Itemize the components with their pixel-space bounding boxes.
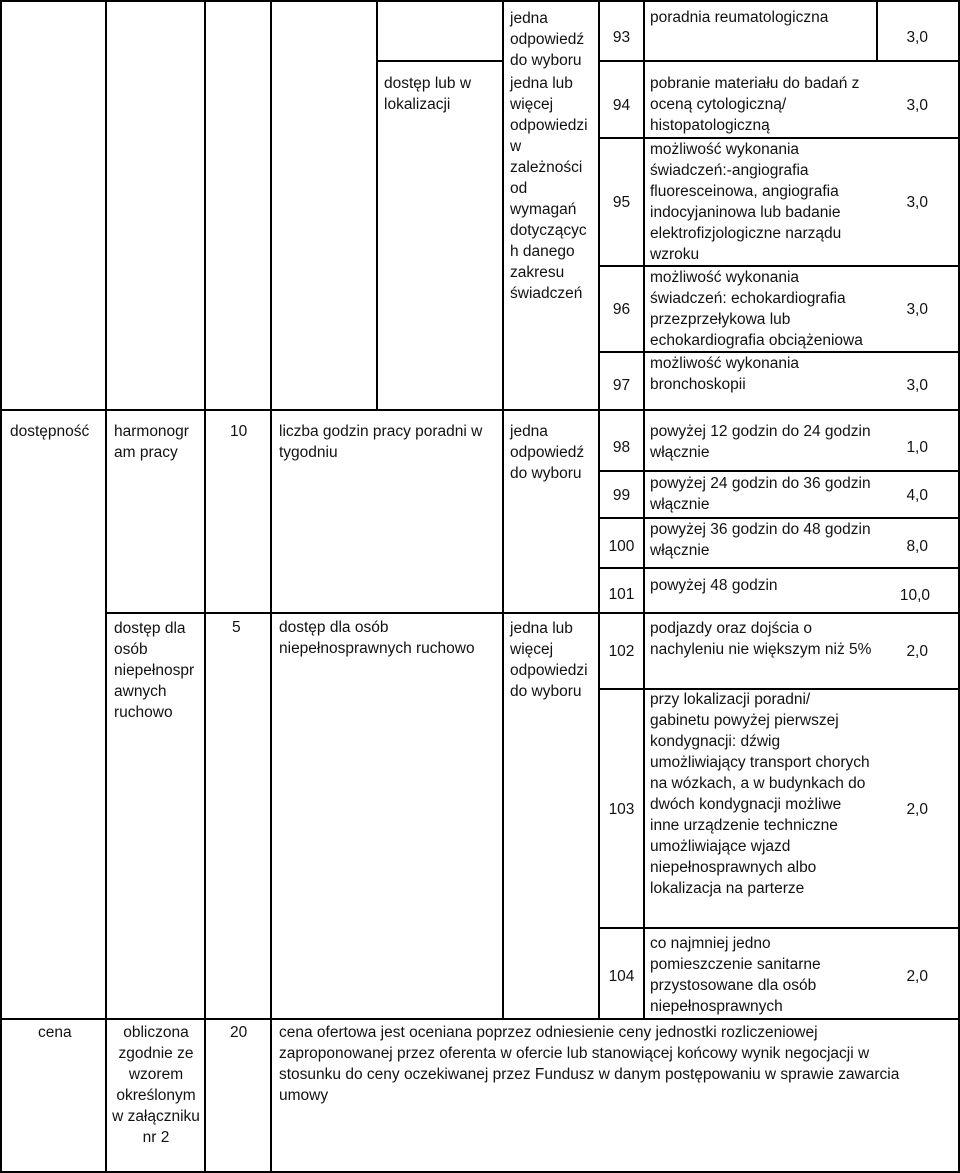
- row-number: 97: [612, 377, 631, 394]
- row-divider: [376, 60, 502, 62]
- choice-multiple: jedna lub więcej odpowiedzi w zależności od wymagań dotyczącyc h danego zakresu świadczeń: [510, 75, 588, 302]
- row-divider: [598, 567, 960, 569]
- subcategory-accessibility: dostęp dla osób niepełnospr awnych ruchowo: [114, 620, 195, 721]
- row-number: 99: [612, 487, 631, 504]
- row-number: 98: [612, 439, 631, 456]
- row-description: co najmniej jedno pomieszczenie sanitarne przystosowane dla osób niepełnosprawnych: [650, 935, 821, 1015]
- row-points: 3,0: [906, 97, 928, 114]
- weight: 20: [230, 1024, 248, 1041]
- row-points: 10,0: [899, 587, 930, 604]
- section-divider: [105, 612, 960, 614]
- section-divider: [0, 409, 960, 411]
- weight: 5: [232, 619, 241, 636]
- row-number: 94: [612, 97, 631, 114]
- category-availability: dostępność: [10, 423, 90, 440]
- criterion-access-location: dostęp lub w lokalizacji: [384, 75, 472, 113]
- row-number: 95: [612, 194, 631, 211]
- column-divider: [204, 0, 206, 1173]
- row-description: podjazdy oraz dojścia o nachyleniu nie większym niż 5%: [650, 620, 872, 658]
- row-description: przy lokalizacji poradni/ gabinetu powyżej pierwszej kondygnacji: dźwig umożliwiający transport chorych na wózkach, a w budynkach do dwóch kondygnacji możliwe inne urządzenie techniczne umożliwiające wjazd niepełnosprawnych albo lokalizacja na parterze: [650, 691, 870, 897]
- criterion-hours: liczba godzin pracy poradni w tygodniu: [279, 423, 483, 461]
- row-description: pobranie materiału do badań z oceną cytologiczną/ histopatologiczną: [650, 75, 860, 134]
- row-description: możliwość wykonania świadczeń:-angiografia fluoresceinowa, angiografia indocyjaninowa lub badanie elektrofizjologiczne narządu wzroku: [650, 141, 842, 263]
- column-divider: [270, 0, 272, 1173]
- row-number: 104: [608, 968, 635, 985]
- row-number: 102: [608, 643, 635, 660]
- row-divider: [598, 470, 960, 472]
- column-divider: [643, 0, 645, 1020]
- row-description: możliwość wykonania bronchoskopii: [650, 355, 800, 393]
- choice-single: jedna odpowiedź do wyboru: [510, 423, 585, 482]
- row-points: 4,0: [906, 487, 928, 504]
- row-points: 2,0: [906, 643, 928, 660]
- row-points: 2,0: [906, 968, 928, 985]
- column-divider: [105, 0, 107, 1173]
- row-number: 101: [608, 586, 635, 603]
- choice-multiple: jedna lub więcej odpowiedzi do wyboru: [510, 620, 588, 700]
- row-points: 3,0: [906, 301, 928, 318]
- row-divider: [598, 927, 960, 929]
- row-number: 93: [612, 29, 631, 46]
- row-description: powyżej 48 godzin: [650, 577, 778, 594]
- price-description: cena ofertowa jest oceniana poprzez odniesienie ceny jednostki rozliczeniowej zaproponowanej przez oferenta w ofercie lub stanowiącej końcowy wynik negocjacji w stosunku do ceny oczekiwanej przez Fundusz w danym postępowaniu w sprawie zawarcia umowy: [279, 1024, 900, 1104]
- subcategory-schedule: harmonogr am pracy: [114, 423, 189, 461]
- row-number: 103: [608, 801, 635, 818]
- row-points: 3,0: [906, 194, 928, 211]
- row-description: możliwość wykonania świadczeń: echokardiografia przezprzełykowa lub echokardiografia obciążeniowa: [650, 269, 863, 349]
- row-number: 96: [612, 301, 631, 318]
- row-divider: [598, 60, 960, 62]
- column-divider: [502, 0, 504, 1020]
- weight: 10: [230, 423, 248, 440]
- row-description: powyżej 12 godzin do 24 godzin włącznie: [650, 423, 871, 461]
- row-points: 3,0: [906, 377, 928, 394]
- subcategory-price-formula: obliczona zgodnie ze wzorem określonym w załączniku nr 2: [112, 1024, 200, 1146]
- row-number: 100: [608, 538, 635, 555]
- category-price: cena: [38, 1024, 72, 1041]
- section-divider: [0, 1018, 960, 1020]
- column-divider: [598, 0, 600, 1020]
- row-description: poradnia reumatologiczna: [650, 9, 829, 26]
- row-points: 3,0: [906, 29, 928, 46]
- choice-single: jedna odpowiedź do wyboru: [510, 10, 585, 69]
- table-border-top: [0, 0, 960, 2]
- row-points: 2,0: [906, 801, 928, 818]
- row-description: powyżej 36 godzin do 48 godzin włącznie: [650, 521, 871, 559]
- criterion-accessibility: dostęp dla osób niepełnosprawnych ruchowo: [279, 619, 475, 657]
- column-divider: [376, 0, 378, 410]
- row-description: powyżej 24 godzin do 36 godzin włącznie: [650, 475, 871, 513]
- table-border-left: [0, 0, 2, 1173]
- row-points: 1,0: [906, 439, 928, 456]
- row-points: 8,0: [906, 538, 928, 555]
